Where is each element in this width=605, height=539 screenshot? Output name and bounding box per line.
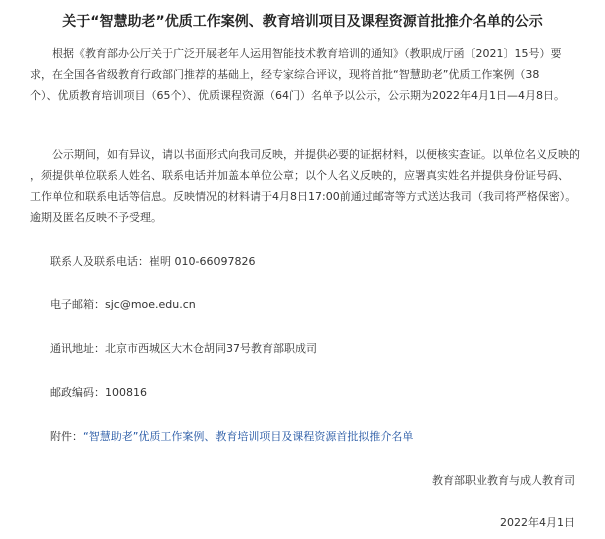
notice-paragraph-2 xyxy=(30,144,580,228)
notice-paragraph-1 xyxy=(30,43,575,106)
contact-email: 电子邮箱：sjc@moe.edu.cn xyxy=(50,298,196,311)
paragraph-1-line: 求，在全国各省级教育行政部门推荐的基础上，经专家综合评议，现将首批“智慧助老”优质工作案例（38 xyxy=(30,68,540,81)
attachment-label: 附件： xyxy=(50,430,83,443)
paragraph-2-line: 公示期间，如有异议，请以书面形式向我司反映，并提供必要的证据材料，以便核实查证。以单位名义反映的 xyxy=(52,148,580,161)
attachment-row xyxy=(50,429,413,445)
paragraph-1-line: 根据《教育部办公厅关于广泛开展老年人运用智能技术教育培训的通知》（教职成厅函〔2021〕15号）要 xyxy=(52,47,562,60)
mailing-address: 通讯地址：北京市西城区大木仓胡同37号教育部职成司 xyxy=(50,342,317,355)
issue-date: 2022年4月1日 xyxy=(500,516,575,529)
postal-code: 邮政编码：100816 xyxy=(50,386,147,399)
issuer-name: 教育部职业教育与成人教育司 xyxy=(432,474,575,487)
paragraph-1-line: 个）、优质教育培训项目（65个）、优质课程资源（64门）名单予以公示，公示期为2022年4月1日—4月8日。 xyxy=(30,89,565,102)
paragraph-2-line: 逾期及匿名反映不予受理。 xyxy=(30,211,162,224)
attachment-link[interactable]: “智慧助老”优质工作案例、教育培训项目及课程资源首批拟推介名单 xyxy=(83,430,414,443)
notice-title: 关于“智慧助老”优质工作案例、教育培训项目及课程资源首批推介名单的公示 xyxy=(62,14,543,30)
contact-phone: 联系人及联系电话：崔明 010-66097826 xyxy=(50,255,256,268)
paragraph-2-line: ，须提供单位联系人姓名、联系电话并加盖本单位公章；以个人名义反映的，应署真实姓名并提供身份证号码、 xyxy=(30,169,569,182)
paragraph-2-line: 工作单位和联系电话等信息。反映情况的材料请于4月8日17:00前通过邮寄等方式送达我司（我司将严格保密）。 xyxy=(30,190,577,203)
